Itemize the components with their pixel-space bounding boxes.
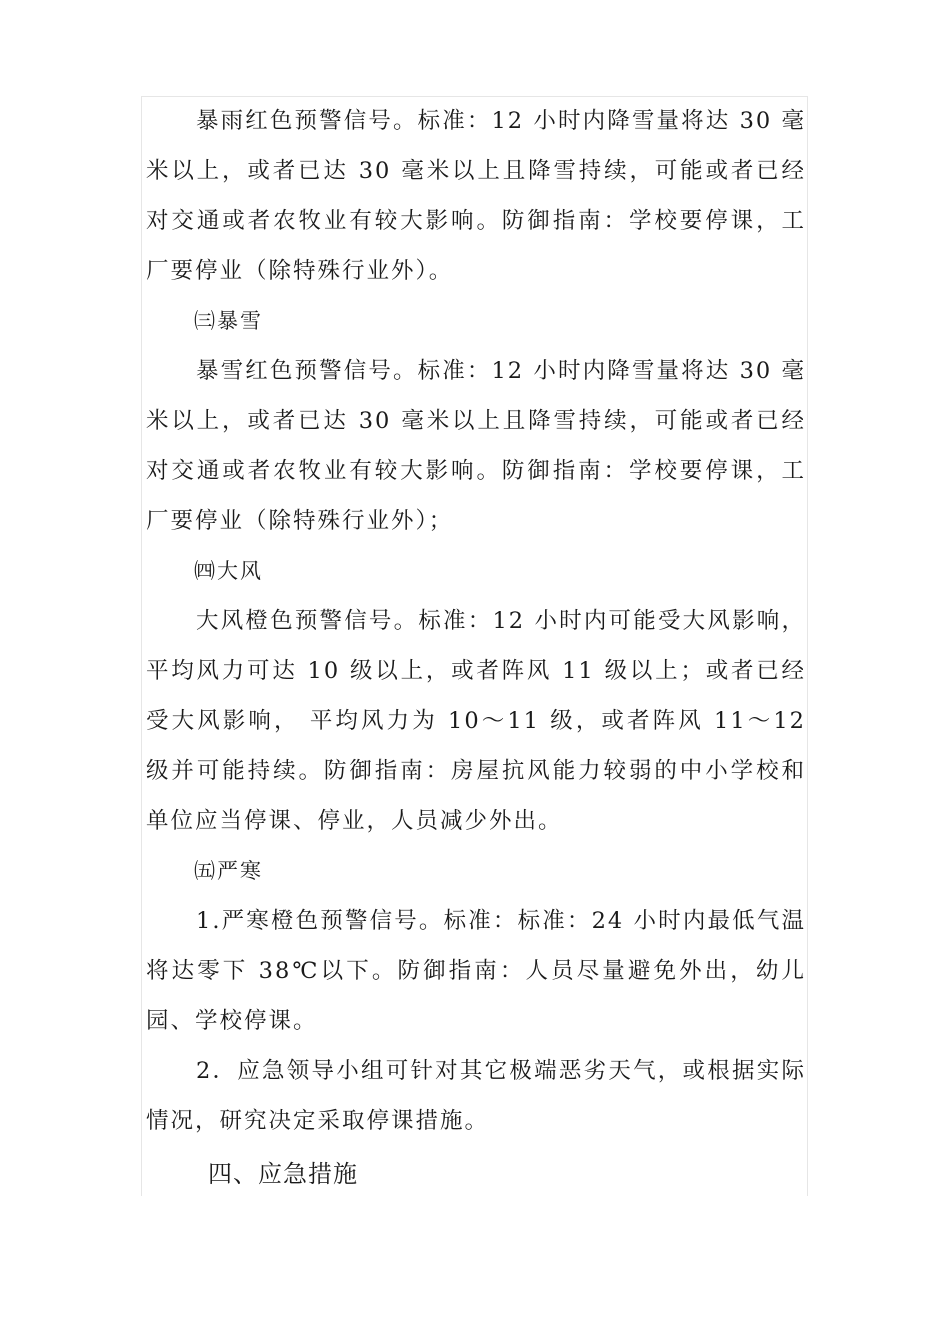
paragraph-gale-orange: 大风橙色预警信号。标准：12 小时内可能受大风影响，平均风力可达 10 级以上，或者阵风 11 级以上；或者已经受大风影响， 平均风力为 10～11 级，或者阵风 11～12 级并可能持续。防御指南：房屋抗风能力较弱的中小学校和单位应当停课、停业，人员减少外出。 [146,608,806,834]
section-title-emergency-measures: 四、应急措施 [208,1160,358,1188]
heading-gale: ㈣大风 [194,559,263,583]
heading-severe-cold: ㈤严寒 [194,859,263,883]
paragraph-rainstorm-red: 暴雨红色预警信号。标准：12 小时内降雪量将达 30 毫米以上，或者已达 30 毫米以上且降雪持续，可能或者已经对交通或者农牧业有较大影响。防御指南：学校要停课，工厂要停业（除特殊行业外）。 [146,108,806,284]
document-body [146,96,806,1202]
paragraph-other-weather: 2．应急领导小组可针对其它极端恶劣天气，或根据实际情况，研究决定采取停课措施。 [146,1058,806,1134]
paragraph-snowstorm-red: 暴雪红色预警信号。标准：12 小时内降雪量将达 30 毫米以上，或者已达 30 毫米以上且降雪持续，可能或者已经对交通或者农牧业有较大影响。防御指南：学校要停课，工厂要停业（除特殊行业外）； [146,358,806,534]
paragraph-severe-cold-orange: 1.严寒橙色预警信号。标准：标准：24 小时内最低气温将达零下 38℃以下。防御指南：人员尽量避免外出，幼儿园、学校停课。 [146,908,806,1034]
heading-snowstorm: ㈢暴雪 [194,309,263,333]
